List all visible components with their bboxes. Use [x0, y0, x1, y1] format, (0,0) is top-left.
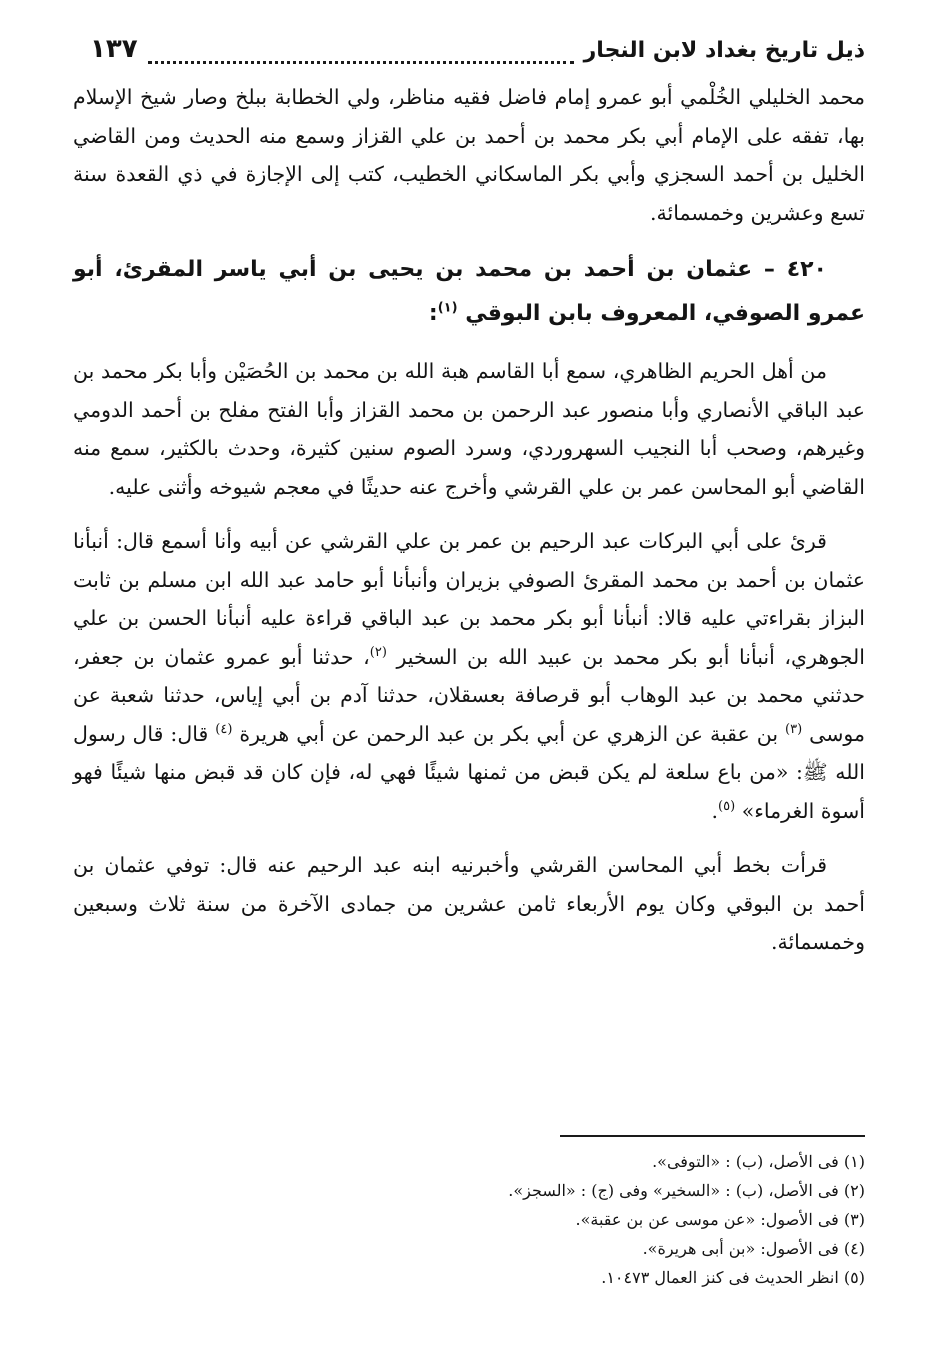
- footnote-1: (١) فى الأصل، (ب) : «التوفى».: [652, 1152, 865, 1171]
- hadith-chain-part-2: ، حدثنا أبو عمرو عثمان بن جعفر، حدثني محمد بن عبد الوهاب أبو قرصافة بعسقلان، حدثنا آدم بن أبي إياس، حدثنا شعبة عن موسى: [73, 644, 865, 746]
- death-paragraph: قرأت بخط أبي المحاسن القرشي وأخبرنيه ابنه عبد الرحيم عنه قال: توفي عثمان بن أحمد بن البوقي وكان يوم الأربعاء ثامن عشرين من جمادى الآخرة من سنة ثلاث وسبعين وخمسمائة.: [73, 853, 865, 954]
- biography-paragraph: من أهل الحريم الظاهري، سمع أبا القاسم هبة الله بن محمد بن الحُصَيْن وأبا بكر محمد بن عبد الباقي الأنصاري وأبا منصور عبد الرحمن بن محمد القزاز وأبا الفتح مفلح بن أحمد الدومي وغيرهم، وصحب أبا النجيب السهروردي، وسرد الصوم سنين كثيرة، وحدث بالكثير، سمع منه القاضي أبو المحاسن عمر بن علي القرشي وأخرج عنه حديثًا في معجم شيوخه وأثنى عليه.: [73, 359, 865, 499]
- footnote-ref-1: (١): [437, 300, 458, 316]
- footnote-2: (٢) فى الأصل، (ب) : «السخير» وفى (ج) : «السجز».: [508, 1181, 865, 1200]
- entry-heading-colon: :: [428, 301, 438, 326]
- entry-heading-text: ٤٢٠ – عثمان بن أحمد بن محمد بن يحيى بن أبي ياسر المقرئ، أبو عمرو الصوفي، المعروف بابن البوقي: [73, 257, 865, 326]
- hadith-chain-part-3: بن عقبة عن الزهري عن أبي بكر بن عبد الرحمن عن أبي هريرة: [239, 721, 786, 746]
- book-title: ذيل تاريخ بغداد لابن النجار: [583, 38, 865, 63]
- running-header: [90, 34, 865, 74]
- page-number: ١٣٧: [90, 34, 138, 64]
- footnote-4: (٤) فى الأصول: «بن أبى هريرة».: [642, 1239, 865, 1258]
- hadith-chain-part-1: قرئ على أبي البركات عبد الرحيم بن عمر بن علي القرشي عن أبيه وأنا أسمع قال: أنبأنا عثمان بن أحمد بن محمد المقرئ الصوفي بزيران وأنبأنا أبو حامد عبد الله ابن مسلم بن ثابت البزاز بقراءتي عليه قالا: أنبأنا أبو بكر محمد بن عبد الباقي قراءة عليه أنبأنا الحسن بن علي الجوهري، أنبأنا أبو بكر محمد بن عبيد الله بن السخير: [73, 529, 865, 669]
- footnote-5: (٥) انظر الحديث فى كنز العمال ١٠٤٧٣.: [601, 1268, 865, 1287]
- hadith-end: .: [711, 798, 719, 823]
- footnote-separator: [560, 1135, 865, 1137]
- main-text: [73, 78, 865, 962]
- hadith-text: قال: قال رسول الله ﷺ: «من باع سلعة لم يكن قبض من ثمنها شيئًا فهي له، فإن كان قد قبض منها شيئًا فهو أسوة الغرماء»: [73, 721, 865, 823]
- footnote-ref-5: (٥): [718, 798, 736, 814]
- footnote-ref-3: (٣): [785, 721, 803, 737]
- footnotes: [365, 1147, 865, 1292]
- hadith-paragraph: [73, 522, 865, 830]
- footnote-3: (٣) فى الأصول: «عن موسى عن بن عقبة».: [575, 1210, 865, 1229]
- entry-heading: [73, 248, 865, 336]
- footnote-ref-2: (٢): [369, 644, 387, 660]
- header-dot-leader: [148, 45, 574, 64]
- footnote-ref-4: (٤): [215, 721, 233, 737]
- intro-paragraph: محمد الخليلي الخُلْمي أبو عمرو إمام فاضل فقيه مناظر، ولي الخطابة ببلخ وصار شيخ الإسلام بها، تفقه على الإمام أبي بكر محمد بن أحمد بن علي القزاز وسمع منه الحديث ومن القاضي الخليل بن أحمد السجزي وأبي بكر الماسكاني الخطيب، كتب إلى الإجازة في ذي القعدة سنة تسع وعشرين وخمسمائة.: [73, 85, 865, 225]
